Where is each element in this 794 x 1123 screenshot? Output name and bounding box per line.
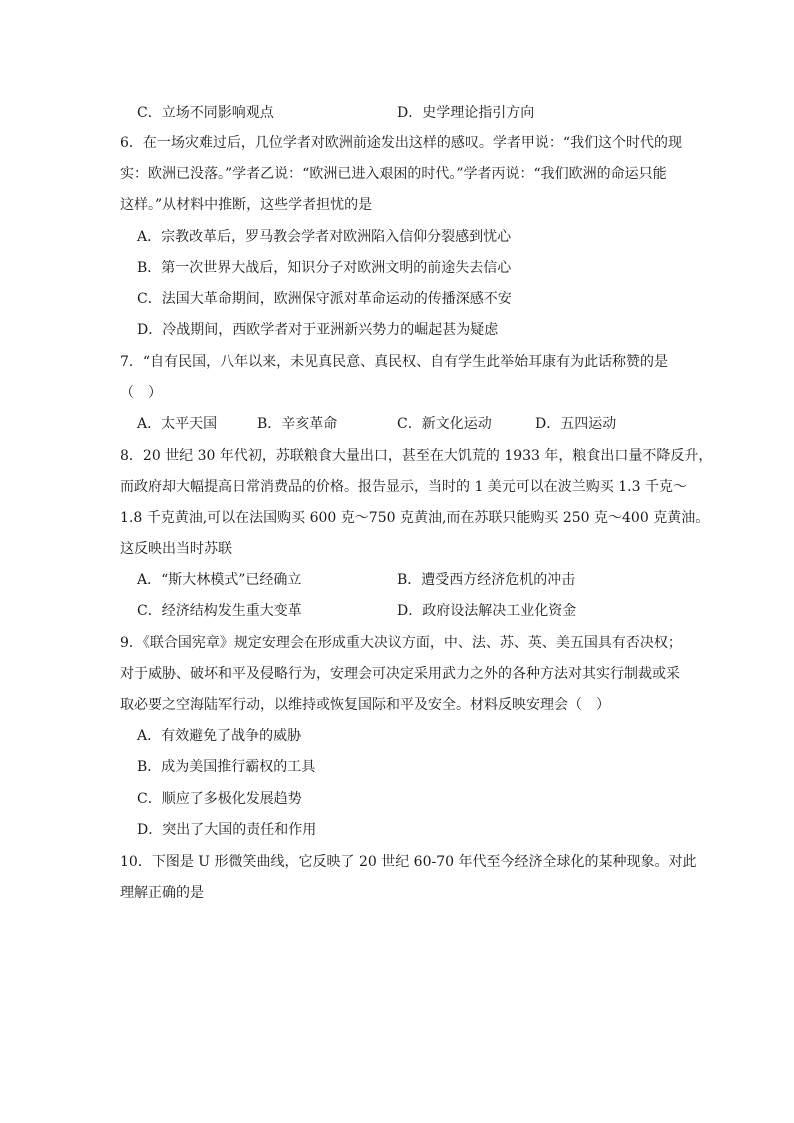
q8-option-c: C．经济结构发生重大变革 [137,603,302,619]
q6-stem-line-3: 这样。”从材料中推断，这些学者担忧的是 [120,197,373,213]
q8-option-b: B．遭受西方经济危机的冲击 [397,572,576,588]
q10-stem-line-1: 10．下图是 U 形微笑曲线，它反映了 20 世纪 60-70 年代至今经济全球化的某种现象。对此 [120,854,697,870]
q9-stem-line-1: 9．《联合国宪章》规定安理会在形成重大决议方面，中、法、苏、英、美五国具有否决权； [120,635,682,651]
q8-stem-line-3: 1.8 千克黄油,可以在法国购买 600 克～750 克黄油,而在苏联只能购买 250 克～400 克黄油。 [120,510,710,526]
q8-option-a: A．“斯大林模式”已经确立 [137,572,302,588]
q5-option-c: C．立场不同影响观点 [137,105,274,121]
q10-stem-line-2: 理解正确的是 [120,885,204,901]
q8-stem-line-1: 8．20 世纪 30 年代初，苏联粮食大量出口，甚至在大饥荒的 1933 年，粮食出口量不降反升， [120,448,713,464]
q6-option-d: D．冷战期间，西欧学者对于亚洲新兴势力的崛起甚为疑虑 [137,322,499,338]
q7-option-c: C．新文化运动 [397,416,492,432]
q8-option-d: D．政府设法解决工业化资金 [397,603,577,619]
q6-stem-line-2: 实：欧洲已没落。”学者乙说：“欧洲已进入艰困的时代。”学者丙说：“我们欧洲的命运只能 [120,166,667,182]
q9-stem-line-3: 取必要之空海陆军行动，以维持或恢复国际和平及安全。材料反映安理会（ ） [120,697,610,713]
q6-stem-line-1: 6．在一场灾难过后，几位学者对欧洲前途发出这样的感叹。学者甲说：“我们这个时代的现 [120,135,683,151]
q8-stem-line-4: 这反映出当时苏联 [120,541,232,557]
q7-option-d: D．五四运动 [535,416,617,432]
q9-option-b: B．成为美国推行霸权的工具 [137,759,316,775]
q5-option-d: D．史学理论指引方向 [397,105,535,121]
q7-option-b: B．辛亥革命 [257,416,338,432]
q6-option-b: B．第一次世界大战后，知识分子对欧洲文明的前途失去信心 [137,260,512,276]
q7-stem-line-1: 7．“自有民国，八年以来，未见真民意、真民权、自有学生此举始耳康有为此话称赞的是 [120,354,669,370]
q9-option-a: A．有效避免了战争的威胁 [137,728,302,744]
q9-option-c: C．顺应了多极化发展趋势 [137,791,302,807]
q7-answer-bracket: （ ） [120,385,162,401]
q6-option-c: C．法国大革命期间，欧洲保守派对革命运动的传播深感不安 [137,291,512,307]
q9-stem-line-2: 对于威胁、破坏和平及侵略行为，安理会可决定采用武力之外的各种方法对其实行制裁或采 [120,666,680,682]
q8-stem-line-2: 而政府却大幅提高日常消费品的价格。报告显示，当时的 1 美元可以在波兰购买 1.3 千克～ [120,479,687,495]
q7-option-a: A．太平天国 [137,416,218,432]
q6-option-a: A．宗教改革后，罗马教会学者对欧洲陷入信仰分裂感到忧心 [137,229,512,245]
q9-option-d: D．突出了大国的责任和作用 [137,822,317,838]
